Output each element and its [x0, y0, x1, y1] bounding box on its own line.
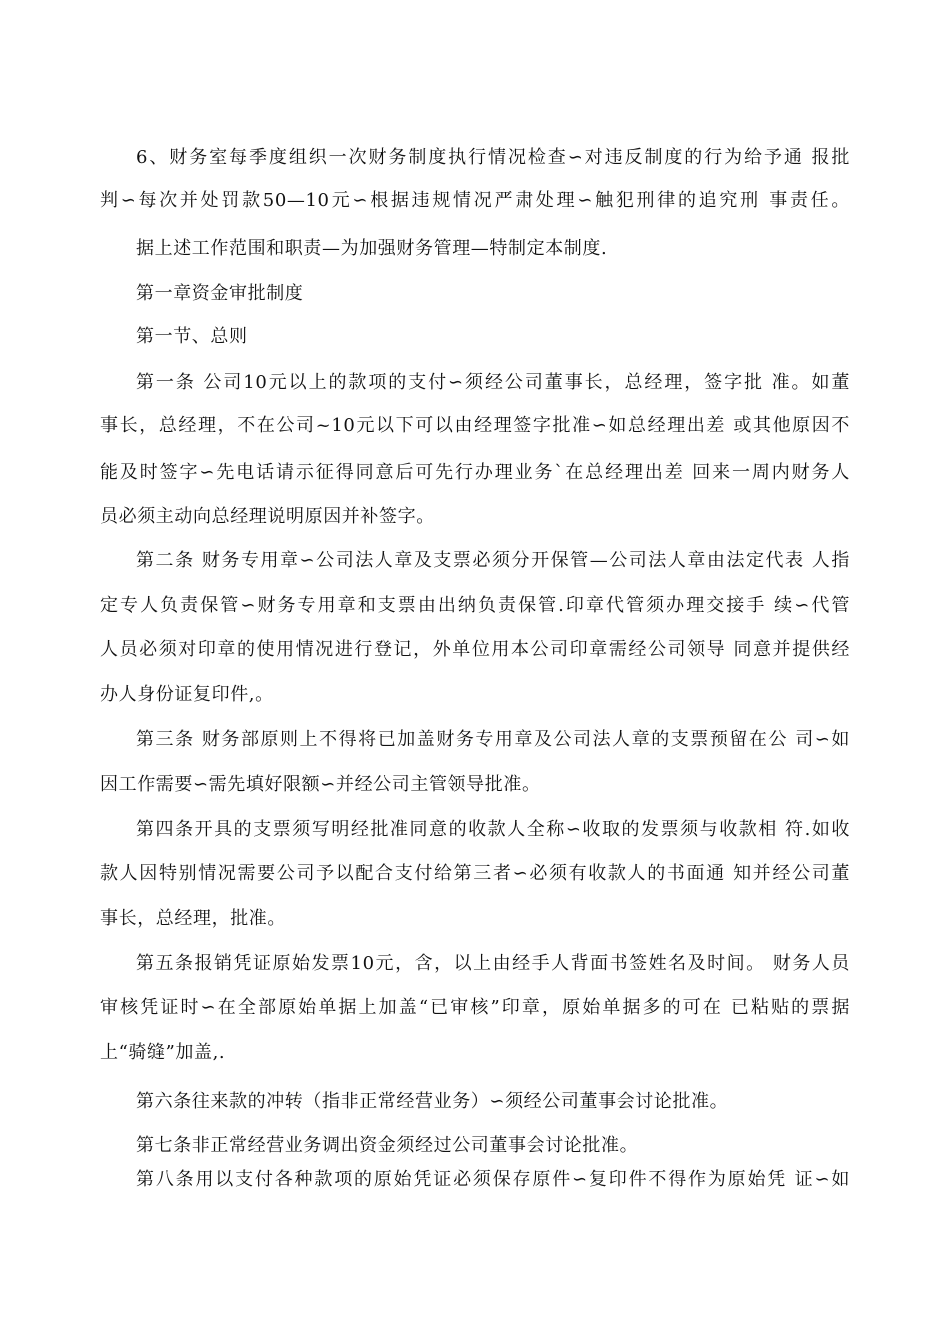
paragraph-line: 第四条开具的支票须写明经批准同意的收款人全称∽收取的发票须与收款相 符.如收	[136, 819, 850, 840]
paragraph-line: 第七条非正常经营业务调出资金须经过公司董事会讨论批准。	[136, 1135, 639, 1156]
paragraph-line: 人员必须对印章的使用情况进行登记，外单位用本公司印章需经公司领导 同意并提供经	[100, 639, 850, 660]
paragraph-line: 第六条往来款的冲转（指非正常经营业务）∽须经公司董事会讨论批准。	[136, 1091, 729, 1112]
paragraph-line: 事长，总经理，批准。	[100, 908, 286, 929]
paragraph-line: 定专人负责保管∽财务专用章和支票由出纳负责保管.印章代管须办理交接手 续∽代管	[100, 595, 850, 616]
paragraph-line: 第二条 财务专用章∽公司法人章及支票必须分开保管—公司法人章由法定代表 人指	[136, 550, 850, 571]
paragraph-line: 款人因特别情况需要公司予以配合支付给第三者∽必须有收款人的书面通 知并经公司董	[100, 863, 850, 884]
paragraph-line: 第三条 财务部原则上不得将已加盖财务专用章及公司法人章的支票预留在公 司∽如	[136, 729, 850, 750]
paragraph-line: 6、财务室每季度组织一次财务制度执行情况检查∽对违反制度的行为给予通 报批	[136, 147, 850, 168]
paragraph-line: 员必须主动向总经理说明原因并补签字。	[100, 506, 435, 527]
paragraph-line: 第五条报销凭证原始发票10元，含，以上由经手人背面书签姓名及时间。 财务人员	[136, 953, 850, 974]
paragraph-line: 判∽每次并处罚款50—10元∽根据违规情况严肃处理∽触犯刑律的追究刑 事责任。	[100, 190, 850, 211]
paragraph-line: 第八条用以支付各种款项的原始凭证必须保存原件∽复印件不得作为原始凭 证∽如	[136, 1169, 850, 1190]
paragraph-line: 上“骑缝”加盖,.	[100, 1042, 226, 1063]
section-heading: 第一节、总则	[136, 326, 248, 347]
paragraph-line: 能及时签字∽先电话请示征得同意后可先行办理业务`在总经理出差 回来一周内财务人	[100, 462, 850, 483]
paragraph-line: 事长，总经理，不在公司~10元以下可以由经理签字批准∽如总经理出差 或其他原因不	[100, 415, 850, 436]
paragraph-line: 因工作需要∽需先填好限额∽并经公司主管领导批准。	[100, 774, 541, 795]
paragraph-line: 审核凭证时∽在全部原始单据上加盖“已审核”印章，原始单据多的可在 已粘贴的票据	[100, 997, 850, 1018]
paragraph-line: 据上述工作范围和职责—为加强财务管理—特制定本制度.	[136, 238, 608, 259]
paragraph-line: 办人身份证复印件,。	[100, 684, 274, 705]
paragraph-line: 第一条 公司10元以上的款项的支付∽须经公司董事长，总经理，签字批 准。如董	[136, 372, 850, 393]
chapter-heading: 第一章资金审批制度	[136, 283, 304, 304]
